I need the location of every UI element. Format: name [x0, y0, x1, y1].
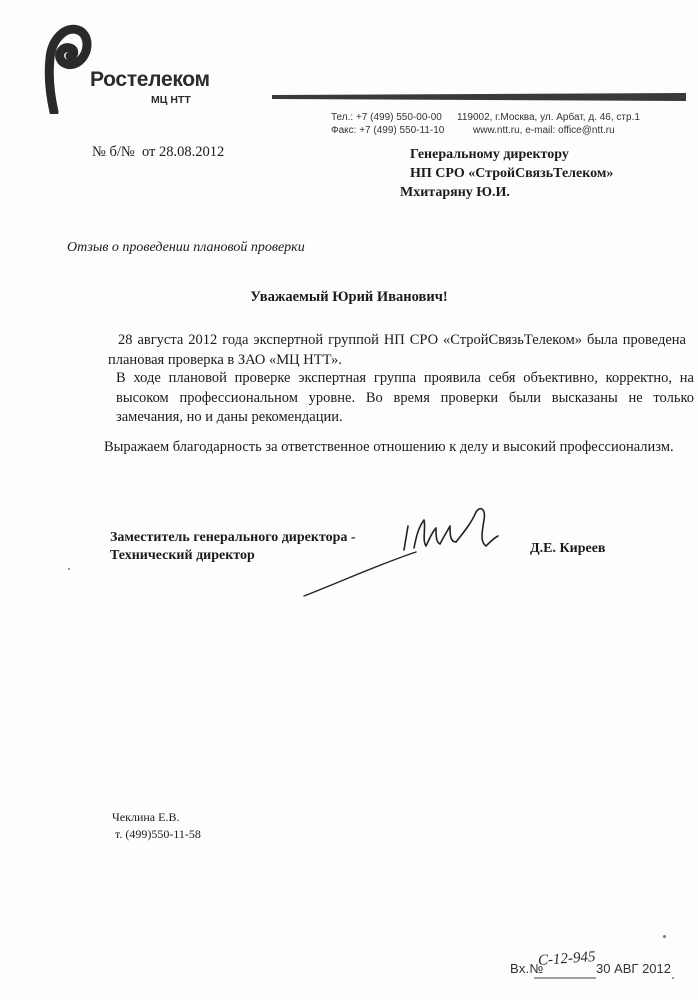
handwritten-signature [300, 502, 520, 602]
greeting: Уважаемый Юрий Иванович! [250, 289, 448, 305]
paragraph [108, 369, 694, 428]
stamp-prefix: Вх.№ [510, 961, 544, 976]
paragraph-text: Выражаем благодарность за ответственное отношению к делу и высокий профессионализм. [104, 439, 674, 455]
executor-name: Чеклина Е.В. [112, 810, 180, 824]
addressee-block [400, 145, 614, 202]
contact-phones [331, 111, 444, 137]
rostelecom-logo-icon [44, 24, 92, 114]
signatory-title-line: Технический директор [110, 548, 255, 563]
fax-text: Факс: +7 (499) 550-11-10 [331, 125, 445, 136]
header-divider [272, 93, 686, 101]
scan-speck [68, 568, 70, 570]
paragraph [108, 331, 686, 370]
executor-info [112, 809, 201, 843]
scan-speck [672, 977, 674, 979]
contact-address [457, 111, 640, 137]
executor-phone: т. (499)550-11-58 [115, 827, 201, 841]
addressee-line: Мхитаряну Ю.И. [400, 185, 510, 200]
address-text: 119002, г.Москва, ул. Арбат, д. 46, стр.1 [457, 112, 640, 123]
letter-subject: Отзыв о проведении плановой проверки [67, 240, 305, 255]
addressee-line: НП СРО «СтройСвязьТелеком» [410, 166, 614, 181]
paragraph [104, 438, 682, 458]
document-number: № б/№ от 28.08.2012 [92, 144, 225, 160]
brand-name: Ростелеком [90, 68, 210, 91]
brand-subtitle: МЦ НТТ [151, 94, 191, 106]
stamp-number: С-12-945 [537, 949, 596, 969]
paragraph-text: В ходе плановой проверке экспертная группа проявила себя объективно, корректно, на высоком профессиональном уровне. Во время проверки были высказаны не только замечания, но и даны рекомендации. [116, 370, 694, 425]
phone-text: Тел.: +7 (499) 550-00-00 [331, 112, 442, 123]
signatory-name: Д.Е. Киреев [530, 541, 606, 556]
scan-speck [663, 935, 666, 938]
paragraph-text: 28 августа 2012 года экспертной группой НП СРО «СтройСвязьТелеком» была проведена плановая проверка в ЗАО «МЦ НТТ». [108, 332, 686, 368]
web-text: www.ntt.ru, e-mail: office@ntt.ru [473, 125, 615, 136]
signatory-title-line: Заместитель генерального директора - [110, 530, 356, 545]
addressee-line: Генеральному директору [410, 147, 569, 162]
stamp-date: 30 АВГ 2012 [596, 961, 671, 976]
